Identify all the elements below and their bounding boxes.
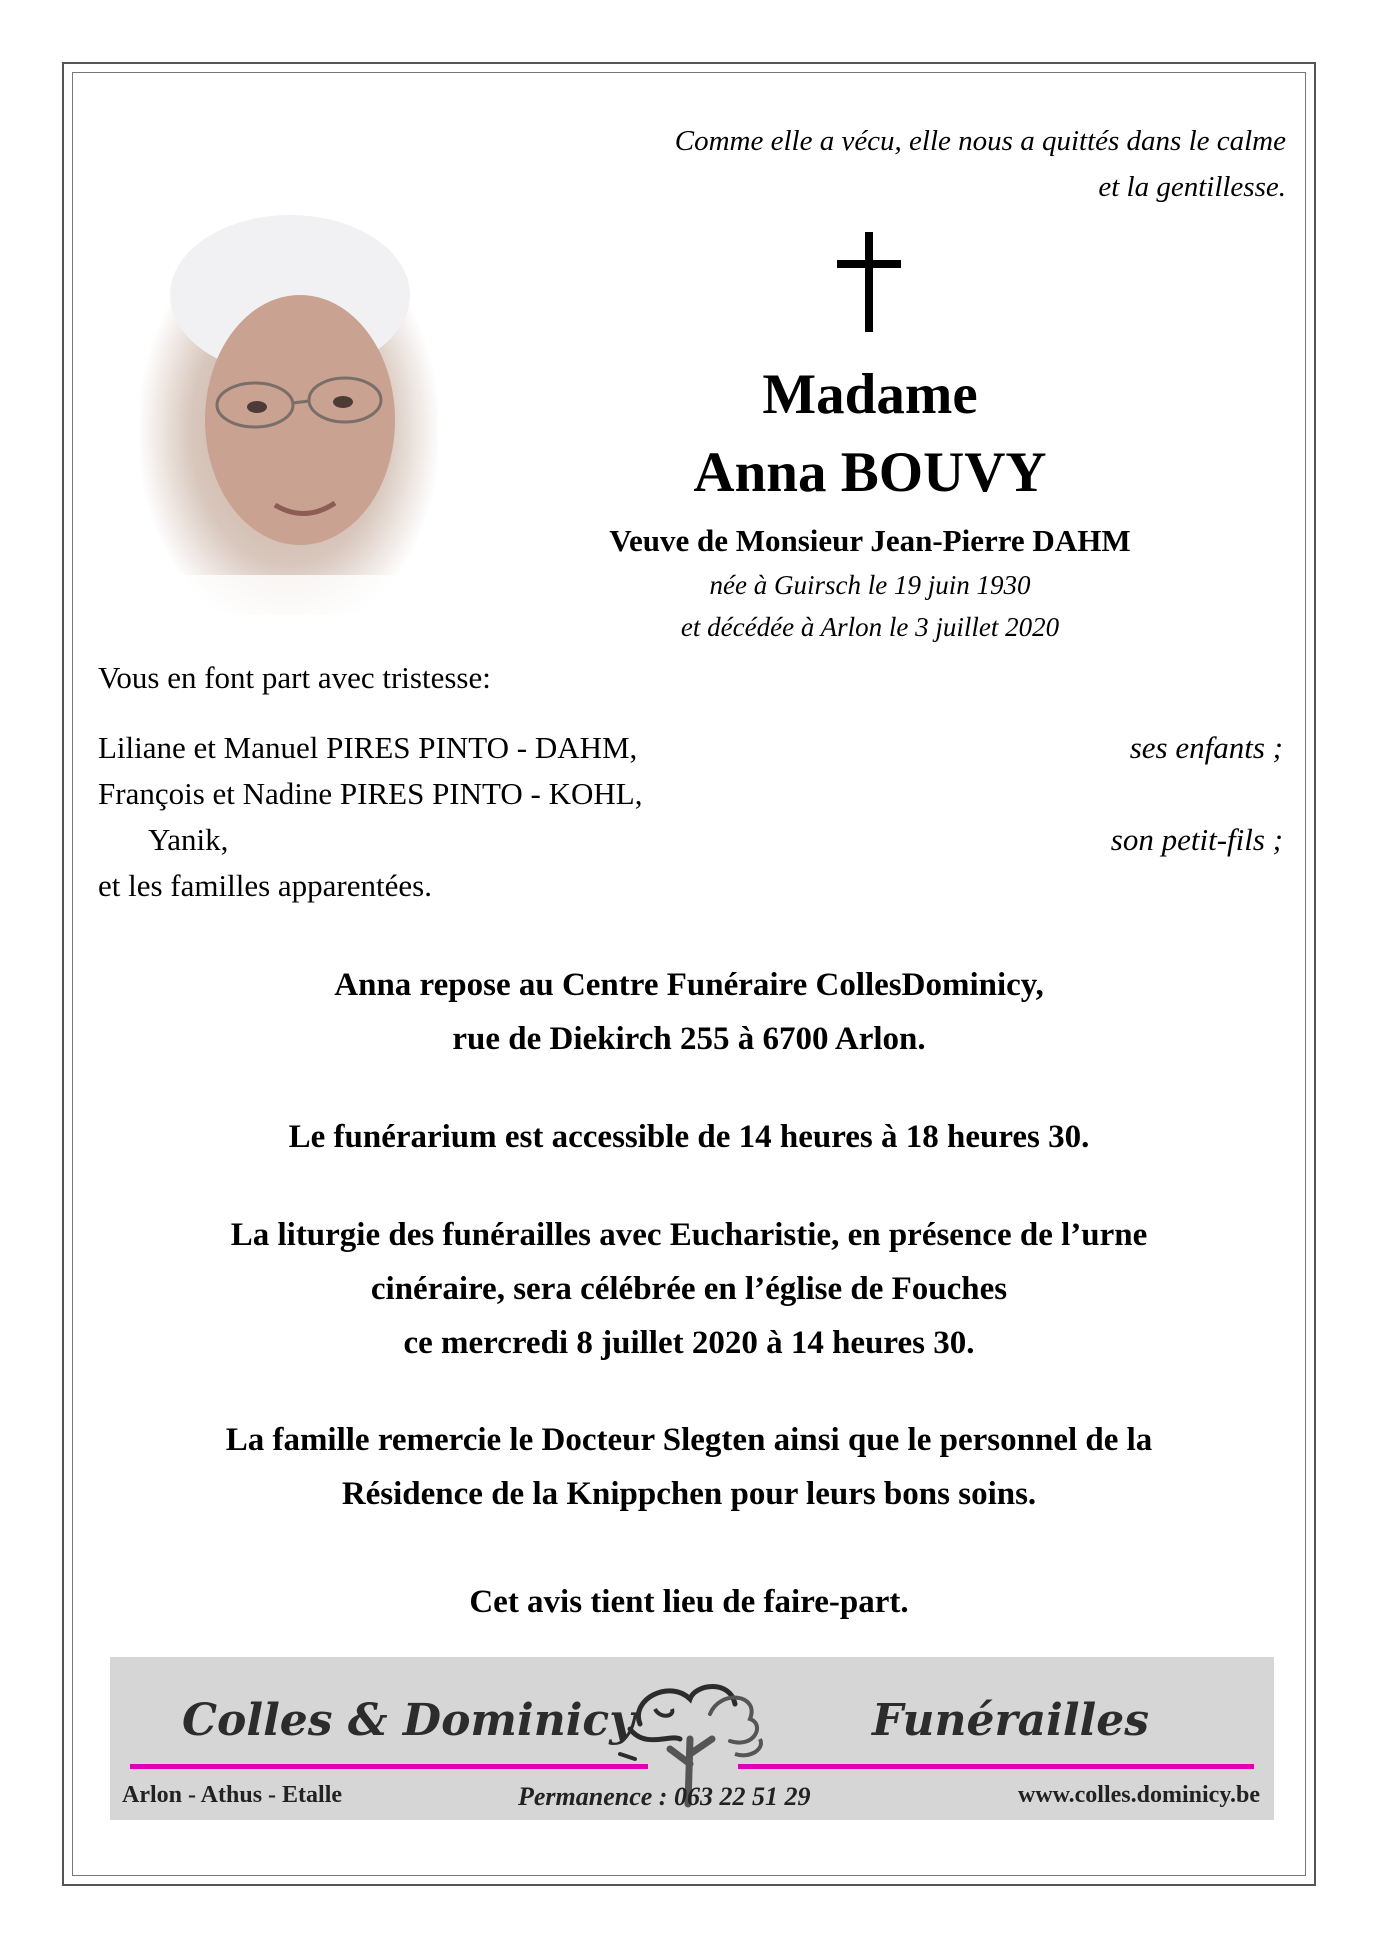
liturgy-line-3: ce mercredi 8 juillet 2020 à 14 heures 30. — [403, 1325, 975, 1361]
thanks-notice — [100, 1413, 1278, 1521]
death-line: et décédée à Arlon le 3 juillet 2020 — [680, 612, 1060, 642]
family-names: Liliane et Manuel PIRES PINTO - DAHM, — [98, 730, 638, 765]
liturgy-notice — [100, 1208, 1278, 1370]
family-line — [98, 820, 1283, 860]
announcement-intro: Vous en font part avec tristesse: — [98, 660, 491, 695]
widow-of: Veuve de Monsieur Jean-Pierre DAHM — [609, 523, 1131, 558]
birth-line: née à Guirsch le 19 juin 1930 — [709, 570, 1031, 600]
thanks-line-1: La famille remercie le Docteur Slegten ainsi que le personnel de la — [225, 1422, 1153, 1458]
portrait-illustration — [140, 205, 438, 615]
liturgy-line-1: La liturgie des funérailles avec Eucharistie, en présence de l’urne — [230, 1217, 1148, 1253]
family-relation: ses enfants ; — [1129, 730, 1283, 765]
visiting-hours: Le funérarium est accessible de 14 heures à 18 heures 30. — [288, 1119, 1090, 1155]
family-names: François et Nadine PIRES PINTO - KOHL, — [98, 776, 643, 811]
thanks-line-2: Résidence de la Knippchen pour leurs bons soins. — [341, 1476, 1037, 1512]
family-names: et les familles apparentées. — [98, 868, 432, 903]
funeral-home-banner — [110, 1657, 1274, 1820]
family-relation: son petit-fils ; — [1110, 822, 1283, 857]
branch-locations: Arlon - Athus - Etalle — [122, 1782, 343, 1808]
family-line — [98, 728, 1283, 768]
brand-name: Colles & Dominicy — [182, 1695, 635, 1746]
epigraph — [526, 118, 1286, 210]
epigraph-line-1: Comme elle a vécu, elle nous a quittés dans le calme — [674, 125, 1286, 157]
website-link[interactable]: www.colles.dominicy.be — [1017, 1782, 1260, 1808]
resting-place-notice — [100, 958, 1278, 1066]
resting-place-line-2: rue de Diekirch 255 à 6700 Arlon. — [452, 1021, 926, 1057]
deceased-name: Anna BOUVY — [693, 441, 1047, 504]
accent-rule-left — [130, 1764, 648, 1769]
cross-icon — [837, 232, 901, 332]
accent-rule-right — [738, 1764, 1254, 1769]
epigraph-line-2: et la gentillesse. — [1098, 171, 1286, 203]
closing-line: Cet avis tient lieu de faire-part. — [469, 1584, 909, 1620]
family-names: Yanik, — [148, 822, 229, 857]
resting-place-line-1: Anna repose au Centre Funéraire CollesDominicy, — [334, 967, 1044, 1003]
liturgy-line-2: cinéraire, sera célébrée en l’église de Fouches — [370, 1271, 1008, 1307]
hotline-number: Permanence : 063 22 51 29 — [518, 1782, 811, 1811]
brand-tagline: Funérailles — [872, 1695, 1150, 1746]
portrait-photo — [140, 205, 438, 615]
family-line — [98, 774, 1283, 814]
family-line — [98, 866, 1283, 906]
honorific: Madame — [762, 363, 978, 426]
